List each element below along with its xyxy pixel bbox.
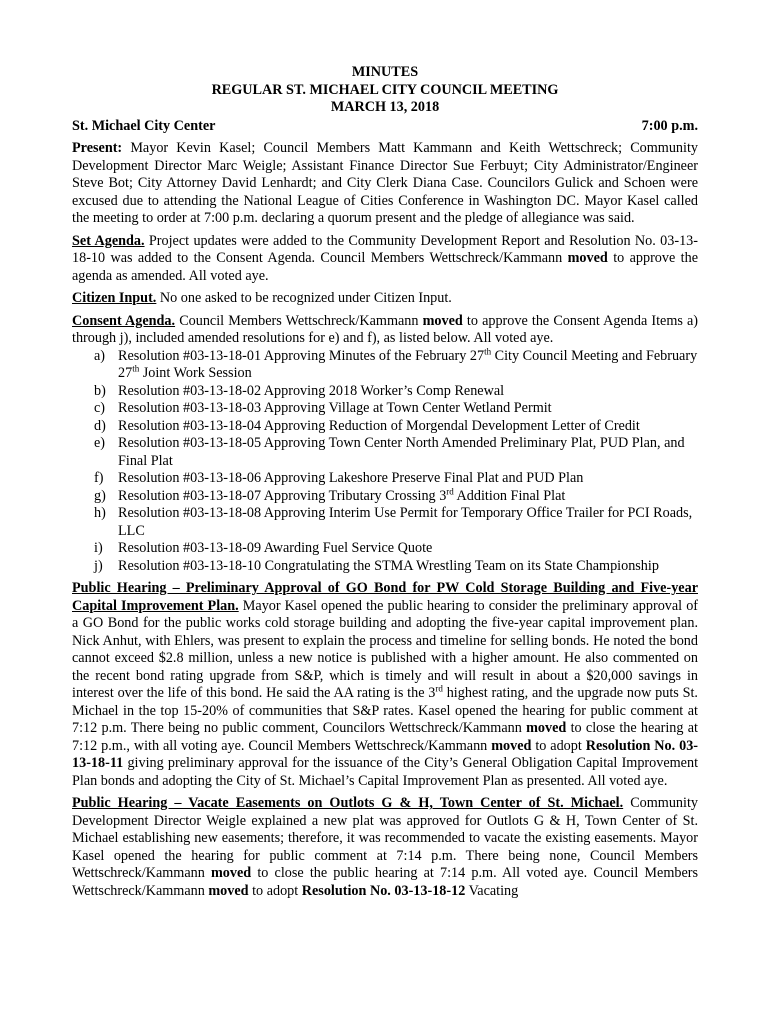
resolution-number: Resolution No. 03-13-18-12 — [301, 882, 466, 899]
ordinal-suffix: th — [484, 345, 492, 356]
ordinal-suffix: rd — [435, 683, 443, 694]
resolution-number: Resolution No. 03-13-18-11 — [72, 737, 699, 771]
consent-item-text-2: City Council Meeting and February 27 — [118, 347, 698, 381]
consent-item-text: Resolution #03-13-18-10 Congratulating the STMA Wrestling Team on its State Championship — [118, 557, 659, 574]
consent-item-text: Resolution #03-13-18-06 Approving Lakeshore Preserve Final Plat and PUD Plan — [118, 470, 584, 486]
consent-item-marker: a) — [94, 347, 106, 364]
consent-item — [94, 557, 698, 576]
moved-word: moved — [422, 312, 463, 329]
citizen-input-heading: Citizen Input. — [72, 290, 157, 306]
moved-word: moved — [210, 865, 252, 881]
consent-agenda-list — [72, 345, 698, 576]
set-agenda-text-end: to approve the agenda as amended. All voted aye. — [72, 250, 698, 284]
present-label: Present: — [72, 140, 123, 156]
minutes-page — [72, 64, 698, 900]
consent-item-text: Resolution #03-13-18-03 Approving Village at Town Center Wetland Permit — [118, 400, 552, 416]
meeting-date: MARCH 13, 2018 — [330, 99, 440, 115]
consent-item-text: Resolution #03-13-18-01 Approving Minutes of the February 27 — [118, 347, 485, 364]
hearing2-heading: Public Hearing – Vacate Easements on Outlots G & H, Town Center of St. Michael. — [72, 795, 624, 811]
set-agenda-paragraph — [72, 233, 698, 286]
consent-item-text: Resolution #03-13-18-08 Approving Interim Use Permit for Temporary Office Trailer for PCI Roads, LLC — [118, 505, 693, 539]
consent-agenda-text: Council Members Wettschreck/Kammann — [179, 312, 419, 329]
moved-word: moved — [491, 737, 532, 754]
hearing1-text-4: to adopt — [535, 737, 582, 754]
consent-agenda-paragraph — [72, 313, 698, 348]
consent-item — [94, 470, 698, 488]
consent-item — [94, 540, 698, 558]
document-title: MINUTES — [351, 64, 419, 80]
consent-item-text: Resolution #03-13-18-05 Approving Town Center North Amended Preliminary Plat, PUD Plan, and Final Plat — [118, 435, 685, 469]
hearing2-text-4: Vacating — [468, 882, 519, 899]
hearing2-text-2: to close the public hearing at 7:14 p.m. All voted aye. Council Members Wettschreck/Kammann — [72, 865, 698, 899]
ordinal-suffix: th — [132, 363, 140, 374]
consent-item-text: Resolution #03-13-18-04 Approving Reduction of Morgendal Development Letter of Credit — [118, 417, 640, 434]
consent-item-marker: d) — [94, 417, 106, 434]
hearing1-heading: Public Hearing – Preliminary Approval of GO Bond for PW Cold Storage Building and Five-year Capital Improvement Plan. — [72, 580, 698, 614]
citizen-input-paragraph — [72, 290, 698, 308]
ordinal-suffix: rd — [446, 485, 454, 496]
present-text: Mayor Kevin Kasel; Council Members Matt Kammann and Keith Wettschreck; Community Development Director Marc Weigle; Assistant Finance Director Sue Ferbuyt; City Administrator/Engineer Steve Bot; City Attorney David Lenhardt; and City Clerk Diana Case. Councilors Gulick and Schoen were excused due to attending the National League of Cities Conference in Washington DC. Mayor Kasel called the meeting to order at 7:00 p.m. declaring a quorum present and the pledge of allegiance was said. — [72, 140, 699, 226]
moved-word: moved — [526, 720, 567, 736]
hearing1-text-2: highest rating, and the upgrade now puts St. Michael in the top 15-20% of communities that S&P rates. Kasel opened the hearing for public comment at 7:12 p.m. There being no public comment, Councilors Wettschreck/Kammann — [72, 685, 698, 736]
meeting-location: St. Michael City Center — [72, 117, 216, 134]
consent-item-marker: c) — [94, 400, 106, 416]
set-agenda-text: Project updates were added to the Community Development Report and Resolution No. 03-13-18-10 was added to the Consent Agenda. Council Members Wettschreck/Kammann — [72, 232, 698, 266]
citizen-input-text: No one asked to be recognized under Citizen Input. — [159, 290, 452, 306]
consent-item-marker: g) — [94, 487, 106, 504]
hearing1-paragraph — [72, 580, 698, 790]
hearing2-text: Community Development Director Weigle explained a new plat was approved for Outlots G & H, Town Center of St. Michael establishing new easements; therefore, it was recommended to vacate the existing easements. Mayor Kasel opened the hearing for public comment at 7:14 p.m. There being none, Council Members Wettschreck/Kammann — [72, 795, 698, 881]
consent-item-text: Resolution #03-13-18-09 Awarding Fuel Service Quote — [118, 540, 433, 556]
consent-agenda-text-end: to approve the Consent Agenda Items a) through j), included amended resolutions for e) and f), as listed below. All voted aye. — [72, 312, 699, 346]
consent-item — [94, 485, 698, 506]
hearing1-text-3: to close the hearing at 7:12 p.m., with all voting aye. Council Members Wettschreck/Kammann — [72, 720, 698, 754]
consent-item — [94, 505, 698, 540]
consent-item — [94, 400, 698, 418]
consent-agenda-heading: Consent Agenda. — [72, 312, 176, 329]
moved-word: moved — [208, 882, 249, 899]
present-paragraph — [72, 140, 698, 228]
hearing1-text-5: giving preliminary approval for the issuance of the City’s General Obligation Capital Improvement Plan bonds and adopting the City of St. Michael’s Capital Improvement Plan as presented. All voted aye. — [72, 755, 699, 789]
consent-item-marker: b) — [94, 382, 106, 399]
hearing1-text: Mayor Kasel opened the public hearing to consider the preliminary approval of a GO Bond for the public works cold storage building and adopting the five-year capital improvement plan. Nick Anhut, with Ehlers, was present to explain the process and timeline for selling bonds. He noted the bond cannot exceed $2.8 million, unless a new notice is published with a higher amount. He also commented on the recent bond rating upgrade from S&P, which is timely and will result in about a $20,000 savings in interest over the life of this bond. He said the AA rating is the 3 — [72, 597, 699, 701]
consent-item-marker: i) — [94, 540, 103, 556]
consent-item — [94, 417, 698, 436]
consent-item — [94, 382, 698, 401]
location-row — [72, 118, 698, 136]
consent-item-marker: h) — [94, 505, 106, 521]
meeting-time: 7:00 p.m. — [641, 117, 698, 134]
consent-item — [94, 345, 698, 383]
set-agenda-heading: Set Agenda. — [72, 232, 145, 249]
consent-item-marker: j) — [94, 557, 103, 574]
hearing2-paragraph — [72, 795, 698, 900]
consent-item-marker: e) — [94, 435, 106, 451]
consent-item-text-3: Joint Work Session — [139, 365, 252, 381]
meeting-name: REGULAR ST. MICHAEL CITY COUNCIL MEETING — [211, 81, 559, 98]
moved-word: moved — [567, 250, 608, 266]
consent-item-text: Resolution #03-13-18-02 Approving 2018 Worker’s Comp Renewal — [118, 382, 505, 399]
consent-item-text: Resolution #03-13-18-07 Approving Tributary Crossing 3 — [118, 487, 447, 504]
consent-item — [94, 435, 698, 470]
hearing2-text-3: to adopt — [252, 882, 299, 899]
consent-item-marker: f) — [94, 470, 104, 486]
consent-item-text-2: Addition Final Plat — [453, 487, 566, 504]
